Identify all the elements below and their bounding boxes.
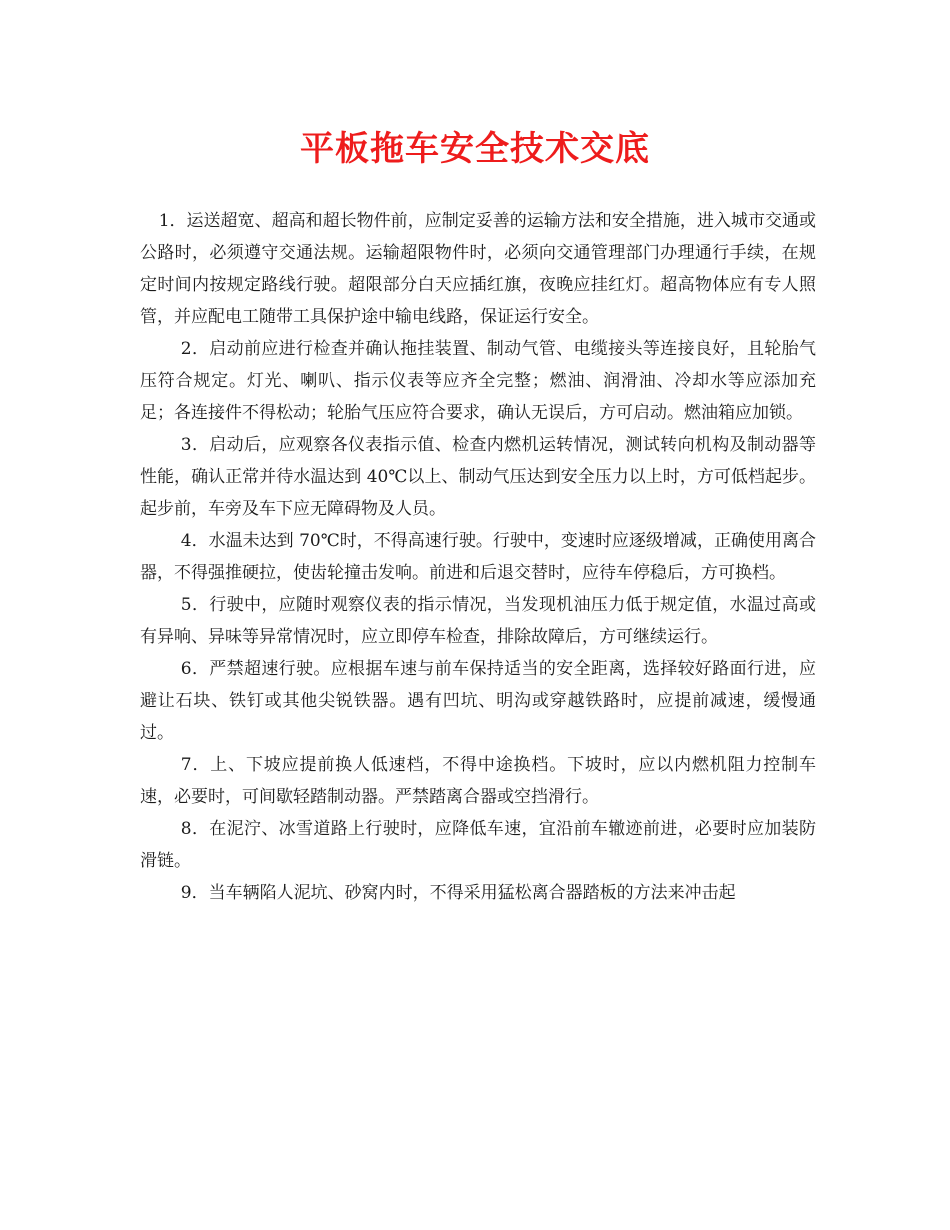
paragraph-8: 8．在泥泞、冰雪道路上行驶时，应降低车速，宜沿前车辙迹前进，必要时应加装防滑链。 [140, 819, 816, 871]
paragraph-1: 1．运送超宽、超高和超长物件前，应制定妥善的运输方法和安全措施，进入城市交通或公路时，必须遵守交通法规。运输超限物件时，必须向交通管理部门办理通行手续，在规定时间内按规定路线行驶。超限部分白天应插红旗，夜晚应挂红灯。超高物体应有专人照管，并应配电工随带工具保护途中输电线路，保证运行安全。 [140, 211, 816, 327]
paragraph-9: 9．当车辆陷人泥坑、砂窝内时，不得采用猛松离合器踏板的方法来冲击起 [180, 883, 736, 903]
paragraph-3: 3．启动后，应观察各仪表指示值、检查内燃机运转情况，测试转向机构及制动器等性能，确认正常并待水温达到 40℃以上、制动气压达到安全压力以上时，方可低档起步。起步前，车旁及车下应无障碍物及人员。 [140, 435, 816, 519]
paragraph-5: 5．行驶中，应随时观察仪表的指示情况，当发现机油压力低于规定值，水温过高或有异响、异味等异常情况时，应立即停车检查，排除故障后，方可继续运行。 [140, 595, 816, 647]
paragraph-7: 7．上、下坡应提前换人低速档，不得中途换档。下坡时，应以内燃机阻力控制车速，必要时，可间歇轻踏制动器。严禁踏离合器或空挡滑行。 [140, 755, 816, 807]
document-title: 平板拖车安全技术交底 [300, 129, 650, 169]
paragraph-2: 2．启动前应进行检查并确认拖挂装置、制动气管、电缆接头等连接良好，且轮胎气压符合规定。灯光、喇叭、指示仪表等应齐全完整；燃油、润滑油、冷却水等应添加充足；各连接件不得松动；轮胎气压应符合要求，确认无误后，方可启动。燃油箱应加锁。 [140, 339, 816, 423]
paragraph-4: 4．水温未达到 70℃时，不得高速行驶。行驶中，变速时应逐级增减，正确使用离合器，不得强推硬拉，使齿轮撞击发响。前进和后退交替时，应待车停稳后，方可换档。 [140, 531, 816, 583]
paragraph-6: 6．严禁超速行驶。应根据车速与前车保持适当的安全距离，选择较好路面行进，应避让石块、铁钉或其他尖锐铁器。遇有凹坑、明沟或穿越铁路时，应提前减速，缓慢通过。 [140, 659, 816, 743]
document-body [140, 205, 816, 909]
